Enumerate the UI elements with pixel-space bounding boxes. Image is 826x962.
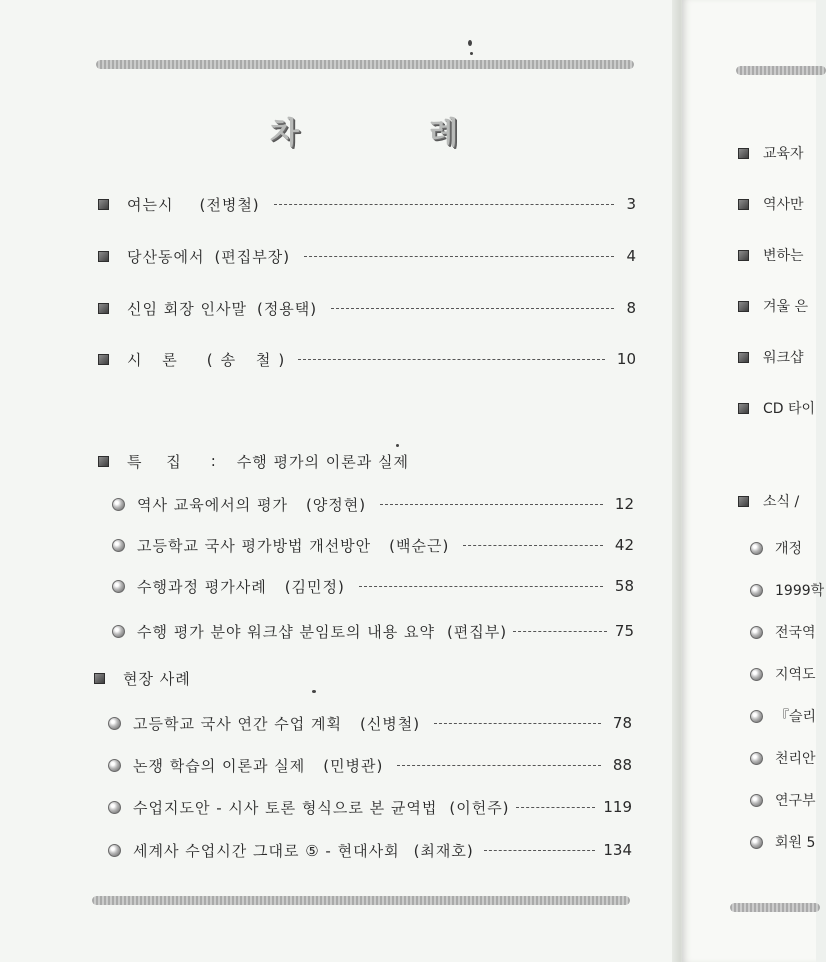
square-bullet-icon: [738, 199, 749, 210]
right-subitem-label: 『슬리: [775, 709, 817, 725]
field-item[interactable]: [108, 711, 632, 735]
field-item[interactable]: [108, 753, 632, 777]
ball-bullet-icon: [750, 626, 763, 639]
item-title: 고등학교 국사 평가방법 개선방안: [137, 536, 372, 555]
item-page: 42: [614, 536, 634, 554]
ball-bullet-icon: [108, 759, 121, 772]
dot-leader: [304, 256, 614, 257]
item-title: 역사 교육에서의 평가: [137, 495, 288, 514]
entry-page: 4: [626, 247, 636, 265]
entry-author: (송 철): [206, 350, 293, 369]
item-title: 세계사 수업시간 그대로 ⑤ - 현대사회: [133, 841, 400, 860]
entry-author: (전병철): [199, 195, 260, 214]
right-page-subitem[interactable]: [750, 747, 816, 769]
dot-leader: [274, 204, 615, 205]
item-page: 119: [603, 798, 632, 816]
right-subitem-label: 천리안: [775, 751, 816, 767]
item-page: 78: [612, 714, 632, 732]
dot-leader: [513, 631, 607, 632]
ball-bullet-icon: [750, 710, 763, 723]
square-bullet-icon: [94, 673, 105, 684]
item-title: 고등학교 국사 연간 수업 계획: [133, 714, 342, 733]
right-page-subitem[interactable]: [750, 537, 802, 559]
toc-entry[interactable]: [98, 296, 636, 320]
special-item[interactable]: [112, 619, 634, 643]
right-page-subitem[interactable]: [750, 663, 816, 685]
square-bullet-icon: [98, 251, 109, 262]
special-item[interactable]: [112, 492, 634, 516]
square-bullet-icon: [738, 250, 749, 261]
square-bullet-icon: [738, 496, 749, 507]
toc-title-char-2: 례: [429, 116, 460, 151]
field-label: 현장 사례: [123, 669, 191, 688]
toc-entry[interactable]: [98, 347, 636, 371]
dot-leader: [331, 308, 614, 309]
right-page-item[interactable]: [738, 346, 804, 368]
field-item[interactable]: [108, 795, 632, 819]
square-bullet-icon: [98, 354, 109, 365]
square-bullet-icon: [98, 456, 109, 467]
toc-title: [270, 110, 460, 150]
entry-author: (정용택): [256, 299, 318, 318]
item-title: 수업지도안 - 시사 토론 형식으로 본 균역법: [133, 798, 438, 817]
item-page: 88: [612, 756, 632, 774]
right-bottom-band: [730, 903, 820, 912]
item-author: (김민정): [284, 577, 345, 596]
ball-bullet-icon: [112, 498, 125, 511]
entry-page: 8: [626, 299, 636, 317]
item-title: 수행 평가 분야 워크샵 분임토의 내용 요약: [137, 622, 435, 641]
item-author: (최재호): [413, 841, 474, 860]
ball-bullet-icon: [750, 668, 763, 681]
right-item-label: CD 타이: [763, 401, 816, 417]
square-bullet-icon: [98, 303, 109, 314]
square-bullet-icon: [738, 352, 749, 363]
toc-entry[interactable]: [98, 244, 636, 268]
ball-bullet-icon: [108, 844, 121, 857]
ball-bullet-icon: [108, 801, 121, 814]
ball-bullet-icon: [112, 539, 125, 552]
dot-leader: [463, 545, 603, 546]
item-author: (이헌주): [449, 798, 510, 817]
item-page: 12: [614, 495, 634, 513]
square-bullet-icon: [98, 199, 109, 210]
entry-title: 신임 회장 인사말: [127, 299, 247, 318]
entry-title: 여는시: [127, 195, 174, 214]
right-page-item[interactable]: [738, 244, 804, 266]
right-page-subitem[interactable]: [750, 579, 824, 601]
item-author: (양정현): [305, 495, 367, 514]
top-decorative-band: [96, 60, 634, 69]
dot-leader: [298, 359, 605, 360]
item-author: (신병철): [359, 714, 421, 733]
item-author: (편집부): [446, 622, 508, 641]
entry-page: 3: [626, 195, 636, 213]
right-page-item[interactable]: [738, 490, 799, 512]
right-subitem-label: 회원 5: [775, 835, 816, 851]
entry-page: 10: [616, 350, 636, 368]
item-author: (백순근): [389, 536, 450, 555]
dot-leader: [484, 850, 596, 851]
dot-leader: [434, 723, 601, 724]
entry-title: 당산동에서: [127, 247, 205, 266]
ink-speck: [470, 52, 473, 55]
right-subitem-label: 전국역: [775, 625, 816, 641]
field-item[interactable]: [108, 838, 632, 862]
ball-bullet-icon: [108, 717, 121, 730]
ball-bullet-icon: [750, 836, 763, 849]
square-bullet-icon: [738, 301, 749, 312]
item-page: 58: [614, 577, 634, 595]
special-title: 수행 평가의 이론과 실제: [236, 452, 410, 471]
right-subitem-label: 개정: [775, 541, 803, 557]
right-item-label: 겨울 은: [763, 299, 809, 315]
ink-speck: [396, 444, 399, 447]
dot-leader: [397, 765, 601, 766]
right-item-label: 역사만: [763, 197, 804, 213]
right-page-subitem[interactable]: [750, 705, 816, 727]
right-subitem-label: 연구부: [775, 793, 816, 809]
item-title: 논쟁 학습의 이론과 실제: [133, 756, 306, 775]
dot-leader: [516, 807, 596, 808]
right-item-label: 워크샵: [763, 350, 804, 366]
item-author: (민병관): [323, 756, 384, 775]
square-bullet-icon: [738, 148, 749, 159]
special-label: 특 집: [127, 452, 191, 471]
field-section-header[interactable]: [94, 666, 294, 690]
right-page-subitem[interactable]: [750, 789, 816, 811]
dot-leader: [380, 504, 603, 505]
right-item-label: 교육자: [763, 146, 804, 162]
item-title: 수행과정 평가사례: [137, 577, 267, 596]
right-page-item[interactable]: [738, 295, 808, 317]
ball-bullet-icon: [750, 542, 763, 555]
ball-bullet-icon: [112, 580, 125, 593]
ball-bullet-icon: [112, 625, 125, 638]
ball-bullet-icon: [750, 794, 763, 807]
ink-speck: [468, 40, 472, 46]
special-item[interactable]: [112, 533, 634, 557]
dot-leader: [359, 586, 603, 587]
right-page-item[interactable]: [738, 142, 804, 164]
right-subitem-label: 1999학: [775, 583, 825, 599]
bottom-decorative-band: [92, 896, 630, 905]
entry-author: (편집부장): [214, 247, 291, 266]
right-item-label: 변하는: [763, 248, 804, 264]
toc-entry[interactable]: [98, 192, 636, 216]
ink-speck: [312, 690, 316, 693]
right-page-subitem[interactable]: [750, 621, 816, 643]
right-item-label: 소식 /: [763, 494, 800, 510]
item-page: 75: [614, 622, 634, 640]
ball-bullet-icon: [750, 584, 763, 597]
special-item[interactable]: [112, 574, 634, 598]
square-bullet-icon: [738, 403, 749, 414]
ball-bullet-icon: [750, 752, 763, 765]
special-colon: :: [210, 452, 217, 470]
right-top-band: [736, 66, 826, 75]
right-page-item[interactable]: [738, 397, 815, 419]
item-page: 134: [603, 841, 632, 859]
right-page-item[interactable]: [738, 193, 804, 215]
special-section-header[interactable]: [98, 449, 498, 473]
toc-title-char-1: 차: [270, 116, 301, 151]
entry-title: 시 론: [127, 350, 185, 369]
right-subitem-label: 지역도: [775, 667, 816, 683]
right-page-subitem[interactable]: [750, 831, 815, 853]
